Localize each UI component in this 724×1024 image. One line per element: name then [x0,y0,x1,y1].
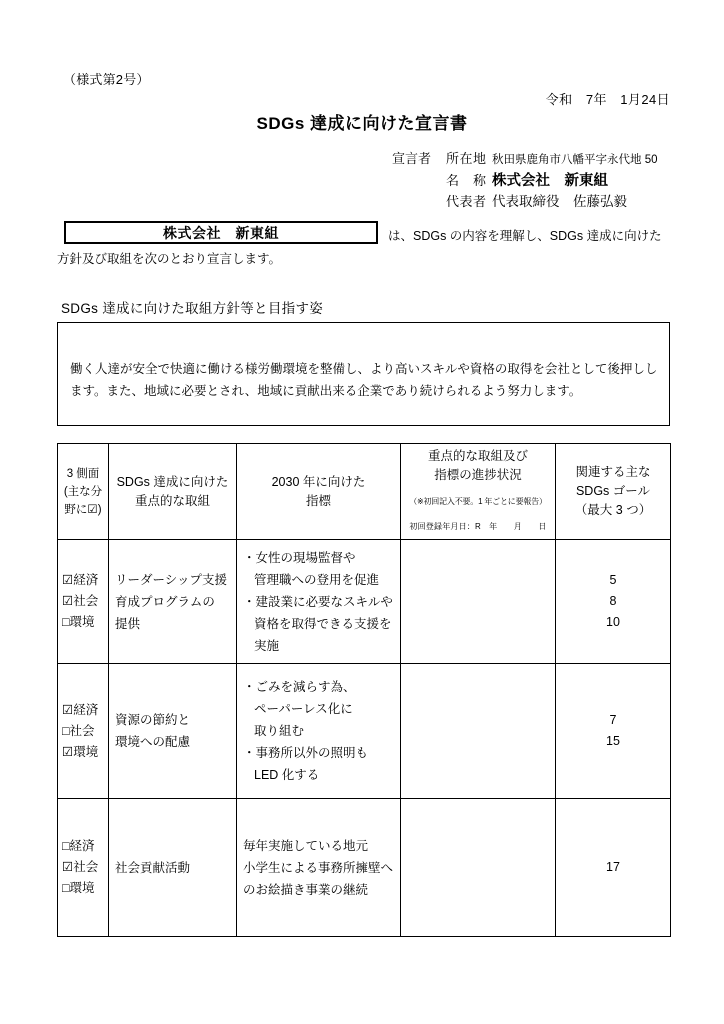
target-line: ・ごみを減らす為、 [243,680,356,694]
action-line: 資源の節約と [115,713,191,727]
header-aspect-line2: (主な分 [63,485,103,498]
target-line: 小学生による事務所擁壁へ [243,860,394,875]
header-action-line1: SDGs 達成に向けた [116,474,229,489]
company-name-box [64,221,378,244]
declarer-row-representative [392,190,658,211]
table-row [58,664,671,799]
header-status-note: （※初回記入不要。1 年ごとに要報告） [409,497,547,506]
cell-action-row2 [109,664,237,799]
cell-target-row2 [237,664,401,799]
table-row [58,540,671,664]
cell-goals-row3 [556,799,671,937]
aspect-checkbox-environment-row2[interactable]: ☑環境 [62,744,99,759]
policy-body-text: 働く人達が安全で快適に働ける様労働環境を整備し、より高いスキルや資格の取得を会社として後押しします。また、地域に必要とされ、地域に貢献出来る企業であり続けられるよう努力します。 [70,362,658,398]
header-status-registration-date: 初回登録年月日：R 年 月 日 [409,522,547,531]
aspect-checkbox-society-row3[interactable]: ☑社会 [62,860,99,874]
cell-target-row3 [237,799,401,937]
action-line: リーダーシップ支援 [115,572,228,587]
action-line: 環境への配慮 [115,735,191,749]
declaration-intro-line1: は、SDGs の内容を理解し、SDGs 達成に向けた [388,229,662,243]
header-target-line1: 2030 年に向けた [271,474,366,489]
policy-section-heading: SDGs 達成に向けた取組方針等と目指す姿 [61,301,324,316]
target-line: ・建設業に必要なスキルや [243,594,393,609]
goal-number: 17 [606,860,620,874]
cell-status-row1[interactable] [401,540,556,664]
target-line: LED 化する [254,768,320,782]
cell-target-row1 [237,540,401,664]
goal-number: 15 [606,734,620,748]
header-aspect-line3: 野に☑) [64,503,102,516]
goal-number: 10 [606,615,620,629]
declaration-intro-line2: 方針及び取組を次のとおり宣言します。 [57,252,282,266]
declarer-value-name: 株式会社 新東組 [492,173,608,189]
declarer-row-address [392,148,658,169]
cell-goals-row2 [556,664,671,799]
cell-status-row2[interactable] [401,664,556,799]
declaration-table [57,443,671,937]
declarer-label: 宣言者 [392,151,432,166]
goal-number: 8 [609,594,617,608]
aspect-checkbox-economy-row2[interactable]: ☑経済 [62,702,99,717]
declarer-key-representative: 代表者 [446,194,487,209]
goal-number: 5 [609,573,617,587]
header-goals-line2: SDGs ゴール [575,484,651,498]
aspect-checkbox-economy-row3[interactable]: □経済 [62,839,95,853]
aspect-checkbox-society-row1[interactable]: ☑社会 [62,594,99,608]
document-date: 令和 7年 1月24日 [545,92,670,107]
header-cell-target [237,444,401,540]
target-line: 毎年実施している地元 [243,838,369,853]
header-target-line2: 指標 [305,493,331,508]
table-row [58,799,671,937]
header-goals-line3: （最大 3 つ） [574,503,652,517]
header-status-line2: 指標の進捗状況 [434,468,522,482]
cell-action-row1 [109,540,237,664]
page-title: SDGs 達成に向けた宣言書 [256,114,468,133]
aspect-checkbox-economy-row1[interactable]: ☑経済 [62,573,99,587]
goal-number: 7 [609,713,617,727]
policy-box [57,322,670,426]
form-number: （様式第2号） [63,72,150,87]
header-cell-goals [556,444,671,540]
cell-status-row3[interactable] [401,799,556,937]
cell-aspect-row1[interactable] [58,540,109,664]
declarer-block [392,148,658,211]
target-line: ・女性の現場監督や [243,550,356,565]
aspect-checkbox-environment-row3[interactable]: □環境 [62,881,95,895]
table-header-row [58,444,671,540]
cell-aspect-row3[interactable] [58,799,109,937]
header-aspect-line1: 3 側面 [66,467,100,480]
target-line: 取り組む [254,724,305,738]
target-line: 資格を取得できる支援を [254,616,392,631]
target-line: 管理職への登用を促進 [254,572,380,587]
action-line: 育成プログラムの [115,594,215,609]
header-cell-action [109,444,237,540]
header-status-line1: 重点的な取組及び [427,449,528,463]
target-line: ・事務所以外の照明も [243,746,369,760]
cell-action-row3 [109,799,237,937]
target-line: のお絵描き事業の継続 [243,882,369,897]
table-body [58,540,671,937]
target-line: ペーパーレス化に [254,702,353,716]
header-goals-line1: 関連する主な [575,465,651,479]
declarer-value-address: 秋田県鹿角市八幡平字永代地 50 [492,154,658,166]
action-line: 提供 [115,616,141,631]
company-name-text: 株式会社 新東組 [163,224,279,241]
declarer-value-representative: 代表取締役 佐藤弘毅 [492,194,627,209]
aspect-checkbox-environment-row1[interactable]: □環境 [62,615,95,629]
cell-aspect-row2[interactable] [58,664,109,799]
aspect-checkbox-society-row2[interactable]: □社会 [62,723,95,738]
header-action-line2: 重点的な取組 [134,493,210,508]
declarer-key-name: 名 称 [446,173,487,188]
declarer-row-name [392,169,658,190]
header-cell-status [401,444,556,540]
header-cell-aspect [58,444,109,540]
action-line: 社会貢献活動 [115,860,191,875]
cell-goals-row1 [556,540,671,664]
target-line: 実施 [254,638,280,653]
declarer-key-address: 所在地 [446,151,487,166]
